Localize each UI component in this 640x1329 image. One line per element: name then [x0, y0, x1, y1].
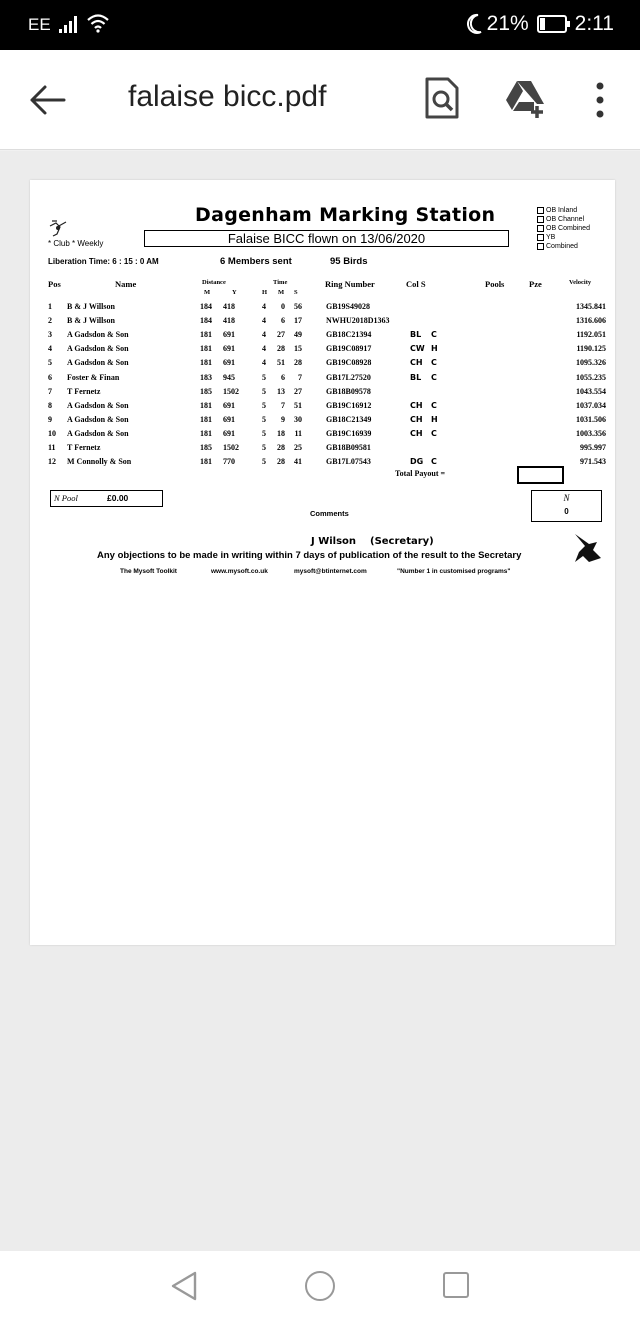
cell-miles: 184: [200, 316, 212, 326]
race-title: Falaise BICC flown on 13/06/2020: [144, 230, 509, 247]
cell-miles: 183: [200, 372, 212, 382]
header-seconds: S: [294, 289, 298, 296]
cell-miles: 181: [200, 457, 212, 467]
n-label: N: [563, 493, 570, 503]
nav-recents-icon[interactable]: [443, 1272, 469, 1298]
cell-miles: 184: [200, 302, 212, 311]
cell-velocity: 1037.034: [576, 400, 606, 410]
cell-seconds: 30: [294, 414, 302, 424]
cell-ring-number: GB18B09578: [326, 386, 371, 396]
nav-back-icon[interactable]: [170, 1270, 198, 1302]
cell-yards: 691: [223, 414, 235, 424]
header-name: Name: [115, 279, 137, 289]
cell-hours: 5: [262, 386, 266, 396]
cell-pos: 3: [48, 330, 52, 340]
race-type-options: [537, 206, 590, 251]
cell-seconds: 27: [294, 386, 302, 396]
status-bar: [0, 0, 640, 50]
cell-pos: 7: [48, 386, 52, 396]
cell-hours: 4: [262, 302, 266, 311]
cell-sex: C: [431, 428, 437, 438]
cell-sex: C: [431, 358, 437, 368]
cell-velocity: 1345.841: [576, 302, 606, 311]
cell-seconds: 41: [294, 457, 302, 467]
footer-email: mysoft@btinternet.com: [294, 568, 367, 575]
cell-ring-number: GB19C08928: [326, 358, 372, 368]
app-bar: [0, 50, 640, 150]
cell-minutes: 18: [277, 428, 285, 438]
checkbox-icon: [537, 234, 544, 241]
liberation-time: Liberation Time: 6 : 15 : 0 AM: [48, 257, 159, 266]
cell-ring-number: GB17L27520: [326, 372, 371, 382]
cell-name: A Gadsdon & Son: [67, 400, 129, 410]
cell-hours: 4: [262, 358, 266, 368]
cell-colour: CH: [410, 400, 423, 410]
cell-colour: BL: [410, 372, 422, 382]
cell-minutes: 9: [281, 414, 285, 424]
cell-yards: 691: [223, 330, 235, 340]
cell-name: B & J Willson: [67, 302, 115, 311]
n-pool-label: N Pool: [54, 493, 78, 503]
checkbox-icon: [537, 243, 544, 250]
cell-miles: 181: [200, 414, 212, 424]
cell-ring-number: GB18C21349: [326, 414, 372, 424]
total-payout-box: [517, 466, 564, 484]
cell-velocity: 1095.326: [576, 358, 606, 368]
cell-yards: 691: [223, 428, 235, 438]
cell-colour: CH: [410, 414, 423, 424]
cell-hours: 5: [262, 400, 266, 410]
cell-hours: 4: [262, 316, 266, 326]
club-logo-icon: [48, 218, 74, 238]
cell-colour: CH: [410, 358, 423, 368]
cell-name: A Gadsdon & Son: [67, 358, 129, 368]
cell-minutes: 51: [277, 358, 285, 368]
cell-minutes: 6: [281, 316, 285, 326]
header-miles: M: [204, 289, 211, 296]
n-pool-box: [50, 490, 163, 507]
cell-sex: C: [431, 372, 437, 382]
objections-notice: Any objections to be made in writing within 7 days of publication of the result to the Secretary: [97, 550, 522, 561]
bird-logo-icon: [571, 532, 603, 566]
clock: 2:11: [574, 12, 614, 35]
header-minutes: M: [278, 289, 285, 296]
cell-yards: 691: [223, 358, 235, 368]
cell-velocity: 1055.235: [576, 372, 606, 382]
cell-yards: 1502: [223, 386, 239, 396]
header-pze: Pze: [529, 279, 542, 289]
cell-yards: 418: [223, 302, 235, 311]
cell-pos: 4: [48, 344, 52, 354]
header-col-s: Col S: [406, 279, 426, 289]
secretary-role: (Secretary): [370, 536, 434, 547]
cell-velocity: 995.997: [580, 443, 606, 452]
cell-seconds: 49: [294, 330, 302, 340]
cell-seconds: 11: [294, 428, 302, 438]
cell-name: A Gadsdon & Son: [67, 330, 129, 340]
cell-velocity: 1043.554: [576, 386, 606, 396]
pdf-page: [30, 180, 615, 945]
cell-yards: 691: [223, 344, 235, 354]
cell-sex: H: [431, 344, 438, 354]
cell-seconds: 25: [294, 443, 302, 452]
cell-velocity: 1031.506: [576, 414, 606, 424]
secretary-name: J Wilson: [311, 536, 357, 547]
header-hours: H: [262, 289, 268, 296]
cell-velocity: 1316.606: [576, 316, 606, 326]
cell-pos: 6: [48, 372, 52, 382]
document-title: falaise bicc.pdf: [128, 80, 327, 113]
battery-icon: [537, 15, 567, 33]
cell-pos: 2: [48, 316, 52, 326]
cell-pos: 8: [48, 400, 52, 410]
cell-sex: C: [431, 400, 437, 410]
cell-yards: 770: [223, 457, 235, 467]
cell-seconds: 51: [294, 400, 302, 410]
cell-hours: 4: [262, 344, 266, 354]
header-time: Time: [273, 279, 288, 286]
cell-velocity: 971.543: [580, 457, 606, 467]
cell-pos: 11: [48, 443, 56, 452]
header-pos: Pos: [48, 279, 61, 289]
cell-seconds: 56: [294, 302, 302, 311]
cell-name: M Connolly & Son: [67, 457, 132, 467]
add-to-drive-icon[interactable]: [504, 78, 550, 118]
header-distance: Distance: [202, 279, 226, 286]
cell-ring-number: NWHU2018D1363: [326, 316, 390, 326]
cell-miles: 185: [200, 386, 212, 396]
cell-yards: 691: [223, 400, 235, 410]
cell-pos: 12: [48, 457, 56, 467]
header-ring-number: Ring Number: [325, 279, 375, 289]
cell-yards: 418: [223, 316, 235, 326]
status-right: [465, 12, 614, 36]
cell-sex: H: [431, 414, 438, 424]
checkbox-icon: [537, 216, 544, 223]
nav-home-icon[interactable]: [305, 1271, 335, 1301]
header-velocity: Velocity: [569, 279, 592, 286]
footer-website: www.mysoft.co.uk: [211, 568, 268, 575]
cell-hours: 5: [262, 372, 266, 382]
more-vert-icon[interactable]: [590, 80, 610, 120]
cell-yards: 945: [223, 372, 235, 382]
cell-hours: 5: [262, 457, 266, 467]
cell-minutes: 7: [281, 400, 285, 410]
cell-velocity: 1192.051: [576, 330, 606, 340]
cell-miles: 181: [200, 428, 212, 438]
find-in-page-icon[interactable]: [424, 76, 460, 120]
cell-minutes: 0: [281, 302, 285, 311]
cell-seconds: 15: [294, 344, 302, 354]
footer-tagline: "Number 1 in customised programs": [397, 568, 511, 575]
cell-yards: 1502: [223, 443, 239, 452]
header-pools: Pools: [485, 279, 505, 289]
cell-seconds: 7: [298, 372, 302, 382]
cell-name: B & J Willson: [67, 316, 115, 326]
cell-hours: 5: [262, 428, 266, 438]
cell-minutes: 28: [277, 457, 285, 467]
cell-pos: 5: [48, 358, 52, 368]
cell-pos: 1: [48, 302, 52, 311]
cell-pos: 9: [48, 414, 52, 424]
cell-ring-number: GB19C16912: [326, 400, 372, 410]
option-yb: YB: [537, 233, 590, 242]
members-sent: 6 Members sent: [220, 256, 292, 267]
battery-percent: 21%: [486, 12, 529, 35]
cell-minutes: 28: [277, 344, 285, 354]
cell-ring-number: GB19S49028: [326, 302, 371, 311]
cell-name: A Gadsdon & Son: [67, 414, 129, 424]
n-box: [531, 490, 602, 522]
checkbox-icon: [537, 207, 544, 214]
n-pool-value: £0.00: [107, 493, 129, 503]
option-ob-combined: OB Combined: [537, 224, 590, 233]
club-line: * Club * Weekly: [48, 239, 104, 248]
cell-seconds: 17: [294, 316, 302, 326]
cell-name: T Fernetz: [67, 386, 101, 396]
birds-count: 95 Birds: [330, 256, 368, 267]
cell-colour: CW: [410, 344, 425, 354]
cell-miles: 185: [200, 443, 212, 452]
cell-minutes: 27: [277, 330, 285, 340]
cell-miles: 181: [200, 344, 212, 354]
option-ob-channel: OB Channel: [537, 215, 590, 224]
cell-colour: BL: [410, 330, 422, 340]
option-combined: Combined: [537, 242, 590, 251]
cell-minutes: 13: [277, 386, 285, 396]
station-title: Dagenham Marking Station: [195, 204, 496, 226]
cell-pos: 10: [48, 428, 56, 438]
cell-minutes: 6: [281, 372, 285, 382]
cell-name: A Gadsdon & Son: [67, 428, 129, 438]
back-arrow-icon[interactable]: [28, 82, 68, 118]
cell-sex: C: [431, 457, 437, 467]
cell-ring-number: GB17L07543: [326, 457, 371, 467]
cell-hours: 4: [262, 330, 266, 340]
cell-minutes: 28: [277, 443, 285, 452]
cell-hours: 5: [262, 414, 266, 424]
nav-bar: [0, 1251, 640, 1329]
total-payout-label: Total Payout =: [395, 469, 446, 478]
n-value: 0: [564, 507, 569, 516]
cell-miles: 181: [200, 400, 212, 410]
cell-name: Foster & Finan: [67, 372, 120, 382]
checkbox-icon: [537, 225, 544, 232]
cell-name: A Gadsdon & Son: [67, 344, 129, 354]
cell-velocity: 1003.356: [576, 428, 606, 438]
cell-miles: 181: [200, 330, 212, 340]
comments-label: Comments: [310, 509, 349, 518]
cell-colour: CH: [410, 428, 423, 438]
carrier-label: EE: [28, 15, 51, 34]
cell-name: T Fernetz: [67, 443, 101, 452]
footer-toolkit: The Mysoft Toolkit: [120, 568, 177, 575]
moon-icon: [465, 13, 483, 35]
cell-ring-number: GB19C16939: [326, 428, 372, 438]
cell-hours: 5: [262, 443, 266, 452]
cell-ring-number: GB19C08917: [326, 344, 372, 354]
option-ob-inland: OB Inland: [537, 206, 590, 215]
cell-colour: DG: [410, 457, 424, 467]
signal-icon: [58, 14, 80, 34]
cell-ring-number: GB18C21394: [326, 330, 372, 340]
cell-ring-number: GB18B09581: [326, 443, 371, 452]
wifi-icon: [86, 12, 110, 34]
cell-velocity: 1190.125: [576, 344, 606, 354]
cell-sex: C: [431, 330, 437, 340]
cell-miles: 181: [200, 358, 212, 368]
header-yards: Y: [232, 289, 237, 296]
cell-seconds: 28: [294, 358, 302, 368]
